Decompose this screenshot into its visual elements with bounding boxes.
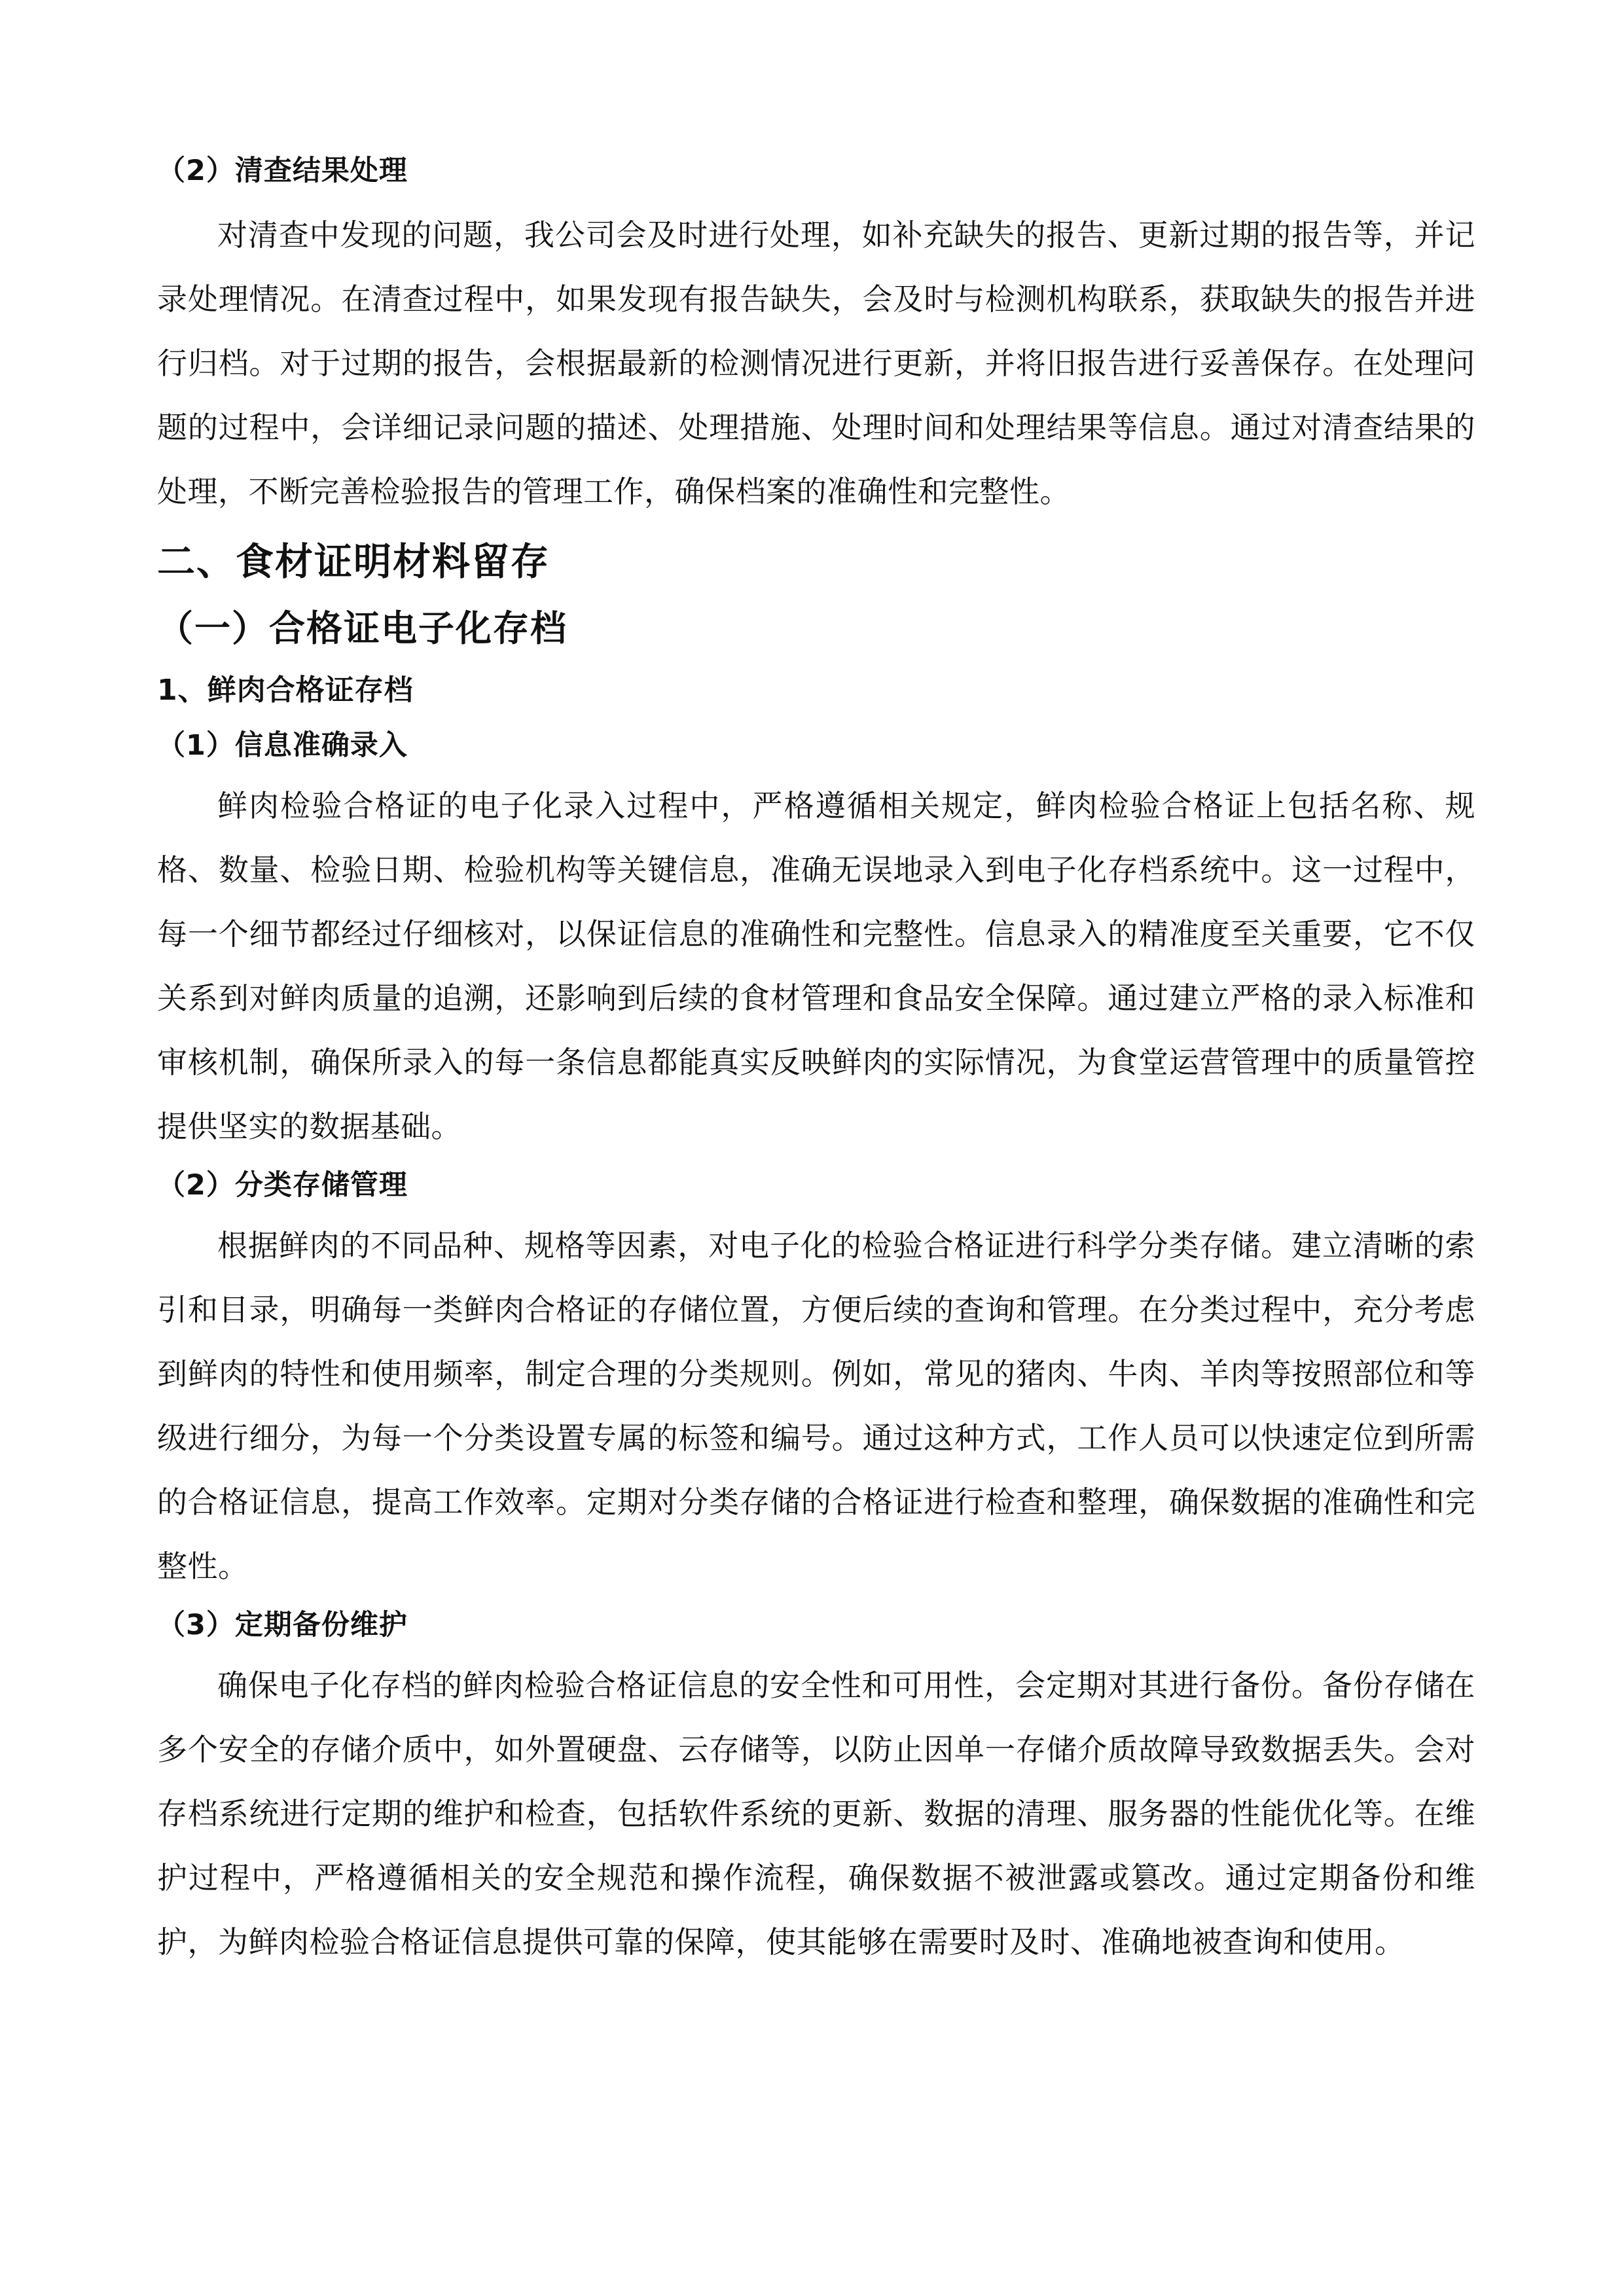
item-heading-fresh-meat-certificate: 1、鲜肉合格证存档 [157, 673, 414, 707]
paragraph-regular-backup: 确保电子化存档的鲜肉检验合格证信息的安全性和可用性，会定期对其进行备份。备份存储在多个安全的存储介质中，如外置硬盘、云存储等，以防止因单一存储介质故障导致数据丢失。会对存档系统进行定期的维护和检查，包括软件系统的更新、数据的清理、服务器的性能优化等。在维护过程中，严格遵循相关的安全规范和操作流程，确保数据不被泄露或篡改。通过定期备份和维护，为鲜肉检验合格证信息提供可靠的保障，使其能够在需要时及时、准确地被查询和使用。 [157, 1668, 1475, 1960]
paragraph-cleanup-result-handling: 对清查中发现的问题，我公司会及时进行处理，如补充缺失的报告、更新过期的报告等，并记录处理情况。在清查过程中，如果发现有报告缺失，会及时与检测机构联系，获取缺失的报告并进行归档。对于过期的报告，会根据最新的检测情况进行更新，并将旧报告进行妥善保存。在处理问题的过程中，会详细记录问题的描述、处理措施、处理时间和处理结果等信息。通过对清查结果的处理，不断完善检验报告的管理工作，确保档案的准确性和完整性。 [157, 217, 1475, 509]
subheading-classified-storage: （2）分类存储管理 [157, 1169, 408, 1202]
section-heading-food-certificates: 二、食材证明材料留存 [157, 539, 550, 584]
subheading-cleanup-result-handling: （2）清查结果处理 [157, 154, 408, 187]
subheading-accurate-entry: （1）信息准确录入 [157, 729, 408, 762]
document-body [157, 149, 1475, 1979]
paragraph-accurate-entry: 鲜肉检验合格证的电子化录入过程中，严格遵循相关规定，鲜肉检验合格证上包括名称、规格、数量、检验日期、检验机构等关键信息，准确无误地录入到电子化存档系统中。这一过程中，每一个细节都经过仔细核对，以保证信息的准确性和完整性。信息录入的精准度至关重要，它不仅关系到对鲜肉质量的追溯，还影响到后续的食材管理和食品安全保障。通过建立严格的录入标准和审核机制，确保所录入的每一条信息都能真实反映鲜肉的实际情况，为食堂运营管理中的质量管控提供坚实的数据基础。 [157, 788, 1475, 1144]
subsection-heading-certificate-digital-archive: （一）合格证电子化存档 [157, 607, 568, 649]
subheading-regular-backup: （3）定期备份维护 [157, 1609, 408, 1641]
paragraph-classified-storage: 根据鲜肉的不同品种、规格等因素，对电子化的检验合格证进行科学分类存储。建立清晰的索引和目录，明确每一类鲜肉合格证的存储位置，方便后续的查询和管理。在分类过程中，充分考虑到鲜肉的特性和使用频率，制定合理的分类规则。例如，常见的猪肉、牛肉、羊肉等按照部位和等级进行细分，为每一个分类设置专属的标签和编号。通过这种方式，工作人员可以快速定位到所需的合格证信息，提高工作效率。定期对分类存储的合格证进行检查和整理，确保数据的准确性和完整性。 [157, 1228, 1475, 1584]
